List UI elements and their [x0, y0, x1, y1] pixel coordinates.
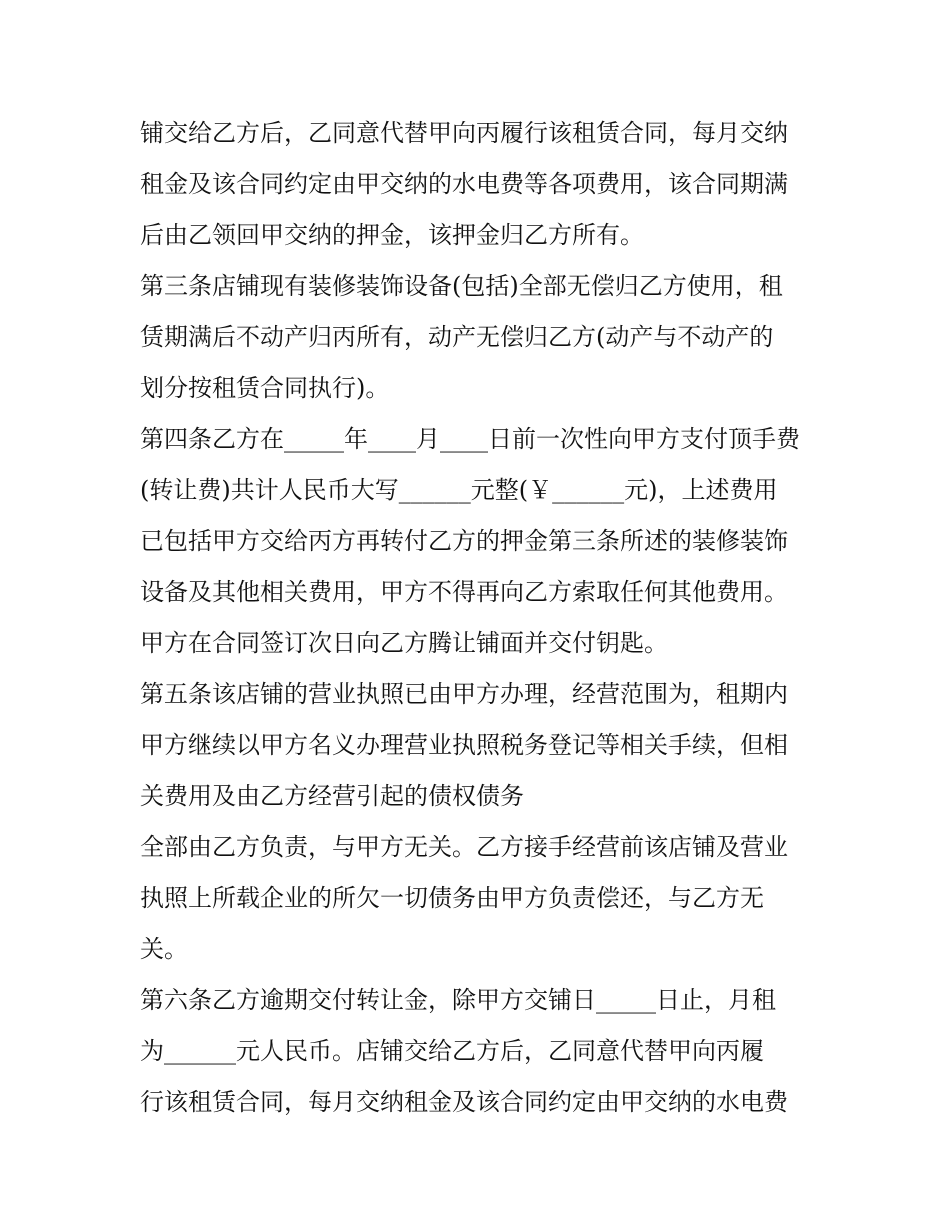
text-line: 执照上所载企业的所欠一切债务由甲方负责偿还，与乙方无 [140, 884, 764, 912]
text-line: 为______元人民币。店铺交给乙方后，乙同意代替甲向丙履 [140, 1037, 764, 1065]
text-line: 已包括甲方交给丙方再转付乙方的押金第三条所述的装修装饰 [140, 527, 788, 555]
text-line: 关费用及由乙方经营引起的债权债务 [140, 782, 524, 810]
text-line: 租金及该合同约定由甲交纳的水电费等各项费用，该合同期满 [140, 170, 788, 198]
text-line: 全部由乙方负责，与甲方无关。乙方接手经营前该店铺及营业 [140, 833, 788, 861]
text-line: 铺交给乙方后，乙同意代替甲向丙履行该租赁合同，每月交纳 [140, 119, 788, 147]
text-line: 行该租赁合同，每月交纳租金及该合同约定由甲交纳的水电费 [140, 1088, 788, 1116]
text-line: 关。 [140, 935, 188, 963]
text-line: 第六条乙方逾期交付转让金，除甲方交铺日_____日止，月租 [140, 986, 776, 1014]
text-line: 第五条该店铺的营业执照已由甲方办理，经营范围为，租期内 [140, 680, 788, 708]
text-line: 赁期满后不动产归丙所有，动产无偿归乙方(动产与不动产的 [140, 323, 774, 351]
text-line: (转让费)共计人民币大写______元整(￥______元)，上述费用 [140, 476, 778, 504]
text-line: 第三条店铺现有装修装饰设备(包括)全部无偿归乙方使用，租 [140, 272, 783, 300]
contract-body-text [140, 108, 820, 1128]
text-line: 甲方继续以甲方名义办理营业执照税务登记等相关手续，但相 [140, 731, 788, 759]
text-line: 设备及其他相关费用，甲方不得再向乙方索取任何其他费用。 [140, 578, 788, 606]
text-line: 甲方在合同签订次日向乙方腾让铺面并交付钥匙。 [140, 629, 668, 657]
text-line: 后由乙领回甲交纳的押金，该押金归乙方所有。 [140, 221, 644, 249]
text-line: 划分按租赁合同执行)。 [140, 374, 390, 402]
text-line: 第四条乙方在_____年____月____日前一次性向甲方支付顶手费 [140, 425, 800, 453]
